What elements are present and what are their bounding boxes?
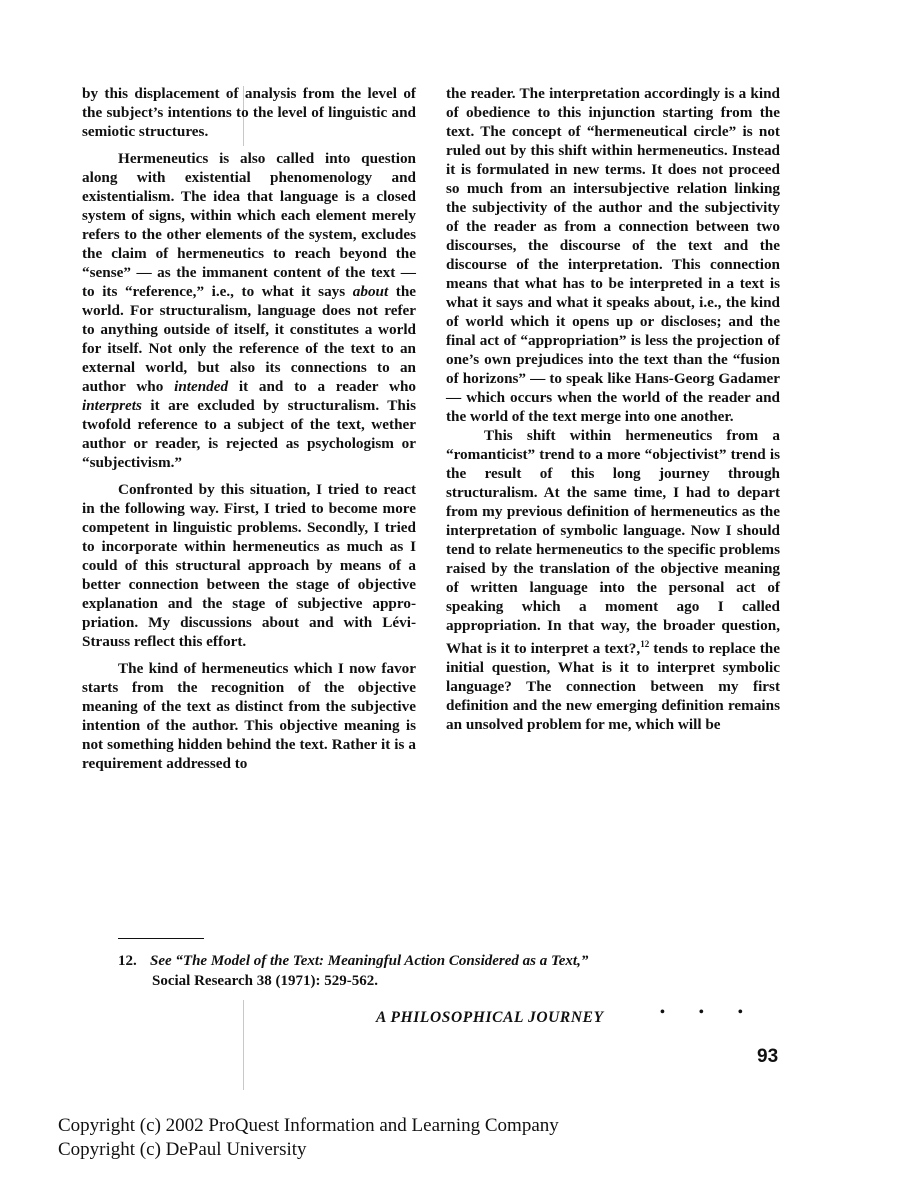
emphasis: intended bbox=[174, 378, 229, 395]
dot-icon: • bbox=[698, 1005, 704, 1020]
left-column bbox=[82, 84, 416, 773]
text-run: it are excluded by structuralism. This twofold reference to a subject of the text, wether author or reader, is rejected as psychologism or “subjectivism.” bbox=[82, 397, 416, 471]
copyright-line: Copyright (c) 2002 ProQuest Information and Learning Company bbox=[58, 1115, 559, 1136]
right-column bbox=[446, 84, 780, 734]
copyright-line: Copyright (c) DePaul University bbox=[58, 1139, 307, 1160]
footnote-title: “The Model of the Text: Meaningful Action Considered as a Text,” bbox=[175, 953, 589, 969]
emphasis: about bbox=[352, 283, 389, 300]
footnote-see: See bbox=[150, 953, 172, 969]
footnote-divider bbox=[118, 938, 204, 939]
text-run: the world. For structuralism, language does not refer to anything outside of itself, it constitutes a world for itself. Not only the reference of the text to an external world, but also its connections to an author who bbox=[82, 283, 417, 395]
dot-icon: • bbox=[660, 1005, 665, 1020]
emphasis: interprets bbox=[82, 397, 142, 414]
paragraph bbox=[446, 426, 780, 734]
footnote-reference[interactable]: 12 bbox=[640, 639, 650, 649]
text-run: This shift within hermeneutics from a “romanticist” trend to a more “objectivist” trend is the result of this long journey through structuralism. At the same time, I had to depart from my previous definition of hermeneutics as the interpretation of symbolic language. Now I should tend to relate hermeneutics to the specific problems raised by the translation of the objective meaning of written language into the personal act of speaking which a moment ago I called appropriation. In that way, the broader question, What is it to interpret a text?, bbox=[446, 427, 780, 658]
running-head: A PHILOSOPHICAL JOURNEY bbox=[376, 1009, 604, 1026]
dot-icon: • bbox=[737, 1005, 743, 1020]
text-run: Hermeneutics is also called into question along with existential phenomenology and existentialism. The idea that language is a closed system of signs, within which each element merely refers to the other elements of the system, excludes the claim of hermeneutics to reach beyond the “sense” — as the immanent content of the text — to its “reference,” i.e., to what it says bbox=[82, 150, 416, 300]
paragraph bbox=[82, 149, 416, 472]
text-run: it and to a reader who bbox=[228, 378, 416, 395]
paragraph: the reader. The interpretation accordingly is a kind of obedience to this injunction starting from the text. The concept of “hermeneutical circle” is not ruled out by this shift within hermeneutics. Instead it is formulated in new terms. It does not proceed so much from an intersubjective relation linking the subjectivity of the author and the subjectivity of the reader as from a connection between two discourses, the discourse of the text and the discourse of the interpretation. This connection means that what has to be interpreted in a text is what it says and what it speaks about, i.e., the kind of world which it opens up or discloses; and the final act of “appropriation” is less the projection of one’s own prejudices into the text than the “fusion of horizons” — to speak like Hans-Georg Gadamer — which occurs when the world of the reader and the world of the text merge into one another. bbox=[446, 85, 780, 425]
footnote bbox=[118, 951, 818, 991]
text-run: tends to replace the initial question, What is it to interpret symbolic language? The connection between my first definition and the new emerging definition remains an unsolved problem for me, which will be bbox=[446, 640, 780, 734]
paragraph: The kind of hermeneutics which I now favor starts from the recognition of the objective meaning of the text as distinct from the subjective intention of the author. This objective meaning is not something hidden behind the text. Rather it is a requirement addressed to bbox=[82, 660, 416, 772]
scan-guide-line bbox=[243, 1000, 244, 1090]
page-number: 93 bbox=[757, 1046, 779, 1067]
paragraph: by this displacement of analysis from the level of the subject’s intentions to the level of linguistic and semiotic structures. bbox=[82, 85, 416, 140]
ornament-dots bbox=[660, 1005, 777, 1021]
footnote-citation: Social Research 38 (1971): 529-562. bbox=[152, 973, 378, 989]
paragraph: Confronted by this situation, I tried to react in the following way. First, I tried to become more competent in linguistic problems. Secondly, I tried to incorporate within hermeneutics as much as I could of this structural approach by means of a better connection between the stage of objective explanation and the stage of subjective appropriation. My discussions about and with Lévi-Strauss reflect this effort. bbox=[82, 481, 416, 650]
footnote-number: 12. bbox=[118, 953, 137, 969]
